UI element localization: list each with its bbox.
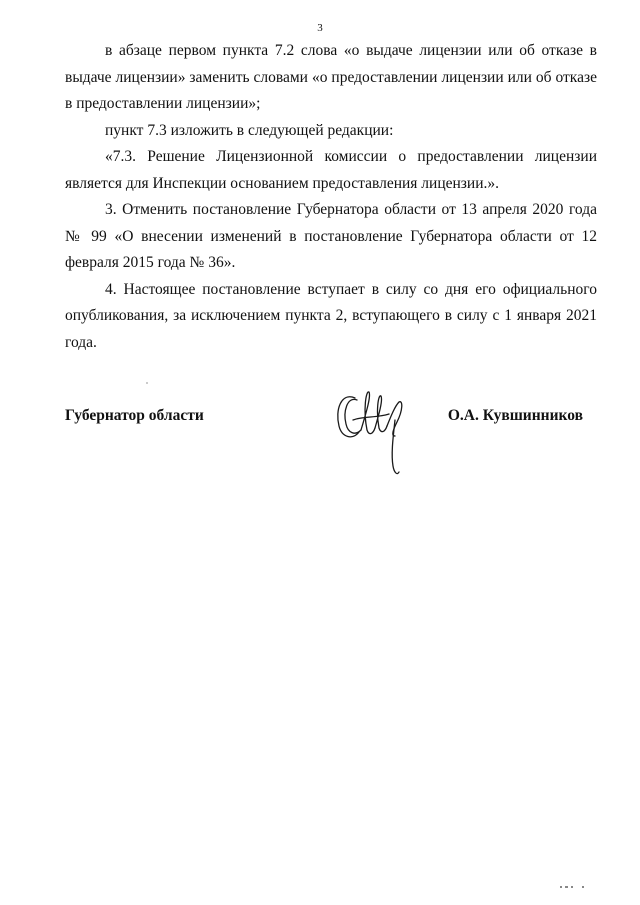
paragraph-item-3: 3. Отменить постановление Губернатора области от 13 апреля 2020 года № 99 «О внесении изменений в постановление Губернатора области от 12 февраля 2015 года № 36».: [65, 201, 597, 271]
scan-speck: [146, 382, 148, 384]
handwritten-signature: [333, 380, 413, 480]
paragraph-7-3-text: «7.3. Решение Лицензионной комиссии о предоставлении лицензии является для Инспекции основанием предоставления лицензии.».: [65, 148, 597, 192]
paragraph-7-3-intro: пункт 7.3 изложить в следующей редакции:: [105, 121, 394, 139]
signatory-title: Губернатор области: [65, 407, 204, 424]
page-number: 3: [317, 22, 323, 34]
scan-artifact: [560, 885, 590, 889]
document-body: [65, 38, 597, 356]
paragraph-item-4: 4. Настоящее постановление вступает в силу со дня его официального опубликования, за исключением пункта 2, вступающего в силу с 1 января 2021 года.: [65, 280, 597, 351]
signatory-name: О.А. Кувшинников: [447, 407, 583, 424]
paragraph-amend-7-2: в абзаце первом пункта 7.2 слова «о выдаче лицензии или об отказе в выдаче лицензии» заменить словами «о предоставлении лицензии или об отказе в предоставлении лицензии»;: [65, 42, 597, 112]
